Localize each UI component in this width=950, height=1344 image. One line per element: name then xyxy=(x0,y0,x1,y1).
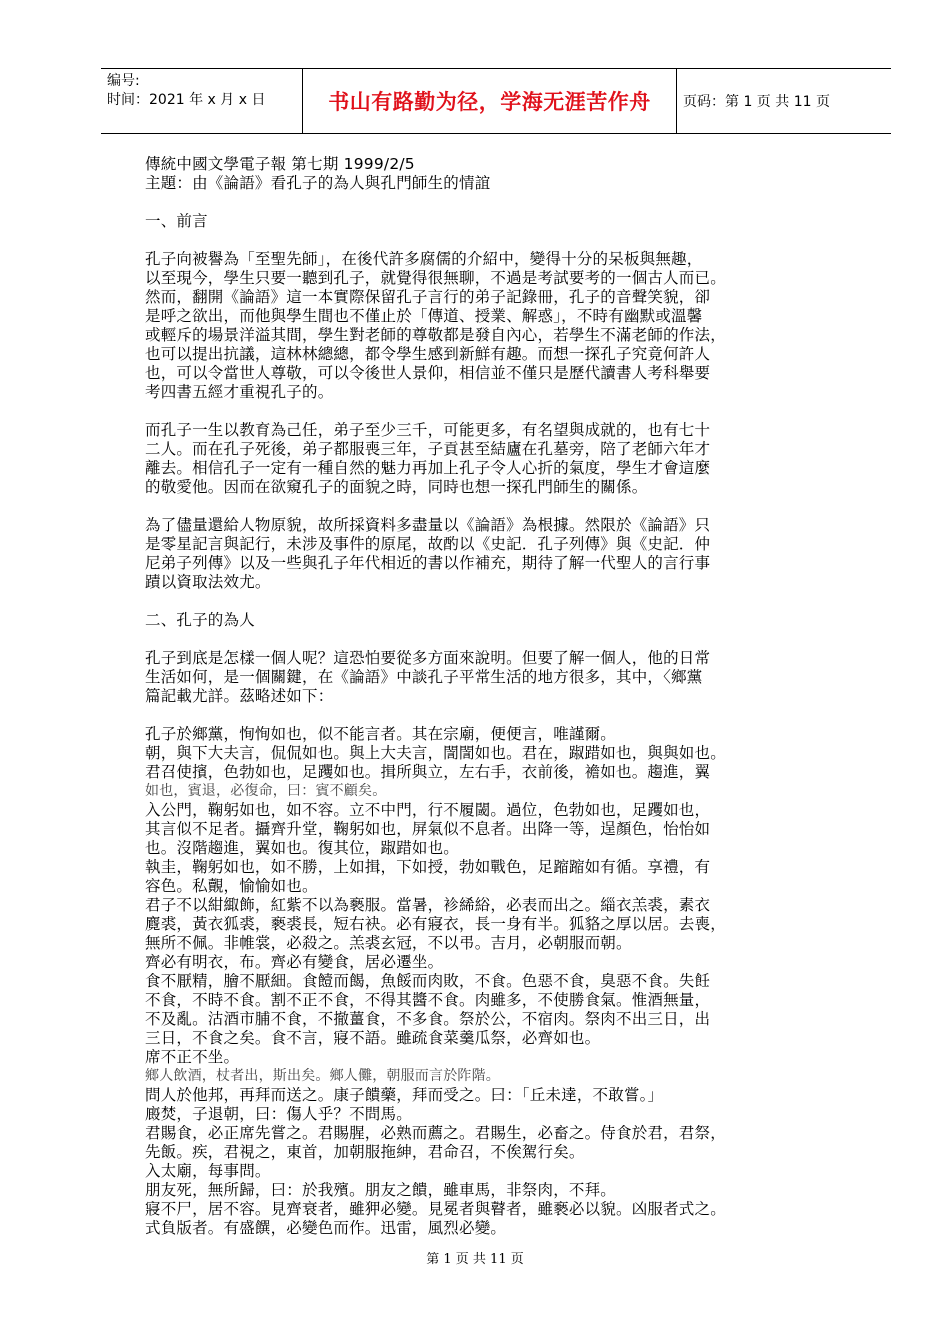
text-line: 也可以提出抗議，這林林總總，都令學生感到新鮮有趣。而想一探孔子究竟何許人 xyxy=(145,345,711,363)
text-line: 入太廟，每事問。 xyxy=(145,1162,271,1180)
time-label: 时间：2021 年 x 月 x 日 xyxy=(107,92,266,108)
text-line: 如也，賓退，必復命，曰：賓不顧矣。 xyxy=(145,783,387,799)
blank-line xyxy=(145,402,745,421)
header-page-info xyxy=(677,69,891,133)
blank-line xyxy=(145,193,745,212)
text-line: 是零星記言與記行，未涉及事件的原尾，故酌以《史記．孔子列傳》與《史記．仲 xyxy=(145,535,711,553)
text-line: 為了儘量還給人物原貌，故所採資料多盡量以《論語》為根據。然限於《論語》只 xyxy=(145,516,711,534)
text-line: 離去。相信孔子一定有一種自然的魅力再加上孔子令人心折的氣度，學生才會這麼 xyxy=(145,459,711,477)
text-line: 以至現今，學生只要一聽到孔子，就覺得很無聊，不過是考試要考的一個古人而已。 xyxy=(145,269,726,287)
text-line: 寢不尸，居不容。見齊衰者，雖狎必變。見冕者與瞽者，雖褻必以貌。凶服者式之。 xyxy=(145,1200,726,1218)
text-line: 廄焚，子退朝，曰：傷人乎？不問馬。 xyxy=(145,1105,412,1123)
text-line: 是呼之欲出，而他與學生間也不僅止於「傳道、授業、解惑」，不時有幽默或溫馨 xyxy=(145,307,703,325)
text-line: 不及亂。沽酒市脯不食，不撤薑食，不多食。祭於公，不宿肉。祭肉不出三日，出 xyxy=(145,1010,711,1028)
text-line: 朋友死，無所歸，曰：於我殯。朋友之饋，雖車馬，非祭肉，不拜。 xyxy=(145,1181,617,1199)
text-line: 麑裘，黃衣狐裘，褻裘長，短右袂。必有寢衣，長一身有半。狐貉之厚以居。去喪， xyxy=(145,915,726,933)
text-line: 的敬愛他。因而在欲窺孔子的面貌之時，同時也想一探孔門師生的關係。 xyxy=(145,478,648,496)
text-line: 容色。私覿，愉愉如也。 xyxy=(145,877,318,895)
text-line: 然而，翻開《論語》這一本實際保留孔子言行的弟子記錄冊，孔子的音聲笑貌，卻 xyxy=(145,288,711,306)
text-line: 不食，不時不食。割不正不食，不得其醬不食。肉雖多，不使勝食氣。惟酒無量， xyxy=(145,991,711,1009)
text-line: 也，可以令當世人尊敬，可以令後世人景仰，相信並不僅只是歷代讀書人考科舉要 xyxy=(145,364,711,382)
page-footer: 第 1 页 共 11 页 xyxy=(426,1252,524,1267)
text-line: 其言似不足者。攝齊升堂，鞠躬如也，屏氣似不息者。出降一等，逞顏色，怡怡如 xyxy=(145,820,711,838)
text-line: 食不厭精，膾不厭細。食饐而餲，魚餒而肉敗，不食。色惡不食，臭惡不食。失飪 xyxy=(145,972,711,990)
text-line: 蹟以資取法效尤。 xyxy=(145,573,271,591)
text-line: 入公門，鞠躬如也，如不容。立不中門，行不履閾。過位，色勃如也，足躩如也， xyxy=(145,801,711,819)
text-line: 孔子向被譽為「至聖先師」，在後代許多腐儒的介紹中，變得十分的呆板與無趣， xyxy=(145,250,703,268)
blank-line xyxy=(145,497,745,516)
blank-line xyxy=(145,231,745,250)
page-info: 页码：第 1 页 共 11 页 xyxy=(683,94,830,110)
header-slogan-cell xyxy=(302,69,677,133)
text-line: 君召使擯，色勃如也，足躩如也。揖所與立，左右手，衣前後，襜如也。趨進，翼 xyxy=(145,763,711,781)
text-line: 問人於他邦，再拜而送之。康子饋藥，拜而受之。曰：「丘未達，不敢嘗。」 xyxy=(145,1086,664,1104)
text-line: 席不正不坐。 xyxy=(145,1048,240,1066)
text-line: 君子不以紺緅飾，紅紫不以為褻服。當暑，袗絺綌，必表而出之。緇衣羔裘，素衣 xyxy=(145,896,711,914)
text-line: 君賜食，必正席先嘗之。君賜腥，必熟而薦之。君賜生，必畜之。侍食於君，君祭， xyxy=(145,1124,726,1142)
text-line: 齊必有明衣，布。齊必有變食，居必遷坐。 xyxy=(145,953,444,971)
text-line: 或輕斥的場景洋溢其間，學生對老師的尊敬都是發自內心，若學生不滿老師的作法， xyxy=(145,326,726,344)
page-header xyxy=(101,68,891,134)
text-line: 二、孔子的為人 xyxy=(145,611,255,629)
text-line: 傳統中國文學電子報 第七期 1999/2/5 xyxy=(145,155,415,173)
text-line: 朝，與下大夫言，侃侃如也。與上大夫言，誾誾如也。君在，踧踖如也，與與如也。 xyxy=(145,744,726,762)
document-body xyxy=(145,155,745,1238)
text-line: 生活如何，是一個關鍵，在《論語》中談孔子平常生活的地方很多，其中，〈鄉黨 xyxy=(145,668,703,686)
slogan: 书山有路勤为径，学海无涯苦作舟 xyxy=(328,89,651,114)
text-line: 孔子於鄉黨，恂恂如也，似不能言者。其在宗廟，便便言，唯謹爾。 xyxy=(145,725,617,743)
blank-line xyxy=(145,706,745,725)
text-line: 孔子到底是怎樣一個人呢？這恐怕要從多方面來說明。但要了解一個人，他的日常 xyxy=(145,649,711,667)
text-line: 式負版者。有盛饌，必變色而作。迅雷，風烈必變。 xyxy=(145,1219,507,1237)
text-line: 篇記載尤詳。茲略述如下： xyxy=(145,687,334,705)
header-meta xyxy=(101,69,302,133)
text-line: 而孔子一生以教育為己任，弟子至少三千，可能更多，有名望與成就的，也有七十 xyxy=(145,421,711,439)
text-line: 鄉人飲酒，杖者出，斯出矣。鄉人儺，朝服而言於阼階。 xyxy=(145,1068,500,1084)
number-label: 编号: xyxy=(107,73,140,89)
text-line: 主題：由《論語》看孔子的為人與孔門師生的情誼 xyxy=(145,174,491,192)
text-line: 一、前言 xyxy=(145,212,208,230)
text-line: 無所不佩。非帷裳，必殺之。羔裘玄冠，不以弔。吉月，必朝服而朝。 xyxy=(145,934,632,952)
text-line: 執圭，鞠躬如也，如不勝，上如揖，下如授，勃如戰色，足蹜蹜如有循。享禮，有 xyxy=(145,858,711,876)
text-line: 也。沒階趨進，翼如也。復其位，踧踖如也。 xyxy=(145,839,460,857)
text-line: 尼弟子列傳》以及一些與孔子年代相近的書以作補充，期待了解一代聖人的言行事 xyxy=(145,554,711,572)
text-line: 二人。而在孔子死後，弟子都服喪三年，子貢甚至結廬在孔墓旁，陪了老師六年才 xyxy=(145,440,711,458)
text-line: 三日，不食之矣。食不言，寢不語。雖疏食菜羹瓜祭，必齊如也。 xyxy=(145,1029,601,1047)
blank-line xyxy=(145,592,745,611)
text-line: 考四書五經才重視孔子的。 xyxy=(145,383,334,401)
blank-line xyxy=(145,630,745,649)
text-line: 先飯。疾，君視之，東首，加朝服拖紳，君命召，不俟駕行矣。 xyxy=(145,1143,585,1161)
